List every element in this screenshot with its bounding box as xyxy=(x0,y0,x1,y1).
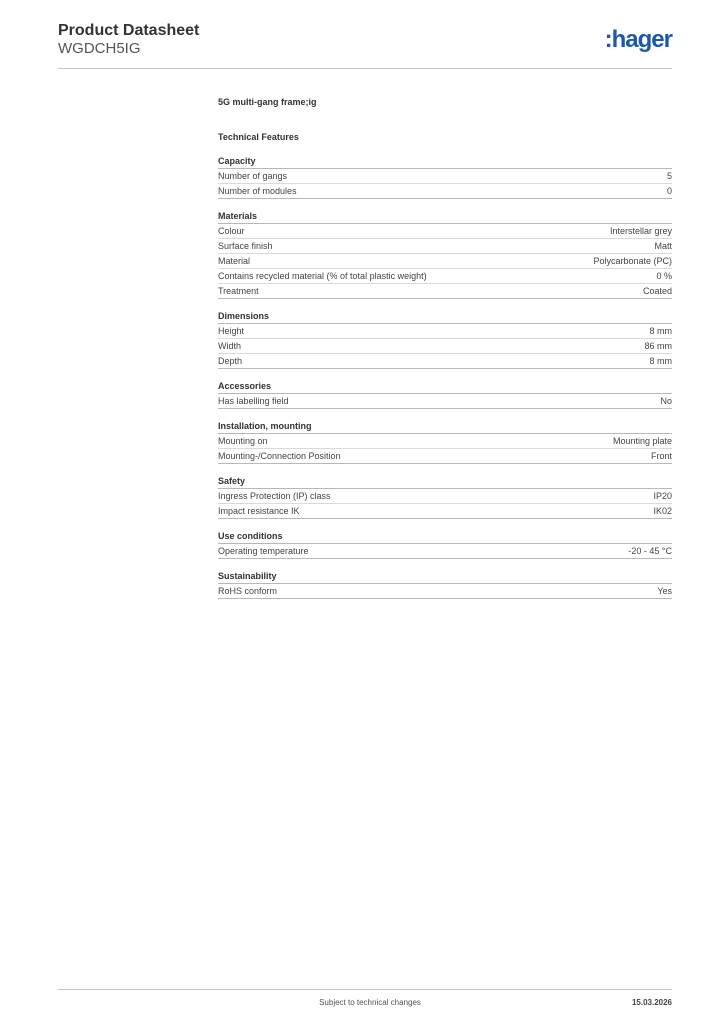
feature-row xyxy=(218,504,672,519)
feature-row xyxy=(218,324,672,339)
hager-logo: :hager xyxy=(604,26,672,53)
feature-row xyxy=(218,284,672,299)
feature-row xyxy=(218,394,672,409)
footer-note: Subject to technical changes xyxy=(319,998,421,1007)
feature-value: 0 % xyxy=(656,271,672,281)
feature-value: 5 xyxy=(666,171,672,181)
section-materials xyxy=(218,209,672,299)
feature-label: Mounting on xyxy=(218,436,268,446)
feature-label: Width xyxy=(218,341,242,351)
section-title: Use conditions xyxy=(218,529,672,544)
feature-label: Contains recycled material (% of total plastic weight) xyxy=(218,271,427,281)
feature-label: Height xyxy=(218,326,245,336)
section-capacity xyxy=(218,154,672,199)
section-safety xyxy=(218,474,672,519)
feature-row xyxy=(218,339,672,354)
section-rows xyxy=(218,394,672,409)
section-title: Safety xyxy=(218,474,672,489)
feature-sections xyxy=(218,154,672,599)
feature-label: Treatment xyxy=(218,286,259,296)
datasheet-content xyxy=(218,95,672,599)
section-rows xyxy=(218,544,672,559)
feature-label: Colour xyxy=(218,226,245,236)
feature-label: Has labelling field xyxy=(218,396,289,406)
header-divider xyxy=(58,68,672,69)
document-title: Product Datasheet xyxy=(58,22,200,39)
feature-row xyxy=(218,224,672,239)
section-rows xyxy=(218,324,672,369)
feature-value: Coated xyxy=(642,286,672,296)
feature-value: IK02 xyxy=(653,506,672,516)
feature-label: Depth xyxy=(218,356,243,366)
section-use-conditions xyxy=(218,529,672,559)
feature-label: RoHS conform xyxy=(218,586,278,596)
footer-divider xyxy=(58,989,672,990)
section-installation-mounting xyxy=(218,419,672,464)
section-accessories xyxy=(218,379,672,409)
technical-features-heading: Technical Features xyxy=(218,132,299,142)
feature-label: Material xyxy=(218,256,251,266)
feature-row xyxy=(218,269,672,284)
feature-value: 8 mm xyxy=(649,326,672,336)
feature-row xyxy=(218,449,672,464)
section-title: Capacity xyxy=(218,154,672,169)
product-name: 5G multi-gang frame;ig xyxy=(218,97,317,107)
feature-value: No xyxy=(660,396,672,406)
feature-row xyxy=(218,184,672,199)
feature-row xyxy=(218,354,672,369)
footer-date: 15.03.2026 xyxy=(631,998,672,1007)
section-dimensions xyxy=(218,309,672,369)
feature-value: 8 mm xyxy=(649,356,672,366)
section-rows xyxy=(218,169,672,199)
feature-value: Yes xyxy=(657,586,672,596)
feature-row xyxy=(218,584,672,599)
section-rows xyxy=(218,489,672,519)
section-rows xyxy=(218,584,672,599)
feature-label: Impact resistance IK xyxy=(218,506,300,516)
section-sustainability xyxy=(218,569,672,599)
feature-label: Operating temperature xyxy=(218,546,309,556)
feature-value: Matt xyxy=(654,241,672,251)
section-title: Installation, mounting xyxy=(218,419,672,434)
feature-row xyxy=(218,544,672,559)
section-rows xyxy=(218,224,672,299)
feature-row xyxy=(218,169,672,184)
feature-value: 0 xyxy=(666,186,672,196)
section-rows xyxy=(218,434,672,464)
feature-value: Front xyxy=(650,451,672,461)
feature-value: Mounting plate xyxy=(612,436,672,446)
feature-label: Ingress Protection (IP) class xyxy=(218,491,331,501)
feature-row xyxy=(218,254,672,269)
section-title: Sustainability xyxy=(218,569,672,584)
feature-label: Surface finish xyxy=(218,241,273,251)
feature-label: Number of gangs xyxy=(218,171,288,181)
feature-value: -20 - 45 °C xyxy=(628,546,672,556)
feature-value: IP20 xyxy=(653,491,672,501)
feature-value: Polycarbonate (PC) xyxy=(593,256,672,266)
section-title: Accessories xyxy=(218,379,672,394)
feature-label: Mounting-/Connection Position xyxy=(218,451,341,461)
page-header xyxy=(58,22,672,70)
feature-row xyxy=(218,239,672,254)
feature-label: Number of modules xyxy=(218,186,297,196)
section-title: Materials xyxy=(218,209,672,224)
feature-value: Interstellar grey xyxy=(609,226,672,236)
section-title: Dimensions xyxy=(218,309,672,324)
feature-row xyxy=(218,434,672,449)
feature-value: 86 mm xyxy=(644,341,672,351)
product-code: WGDCH5IG xyxy=(58,40,141,57)
feature-row xyxy=(218,489,672,504)
